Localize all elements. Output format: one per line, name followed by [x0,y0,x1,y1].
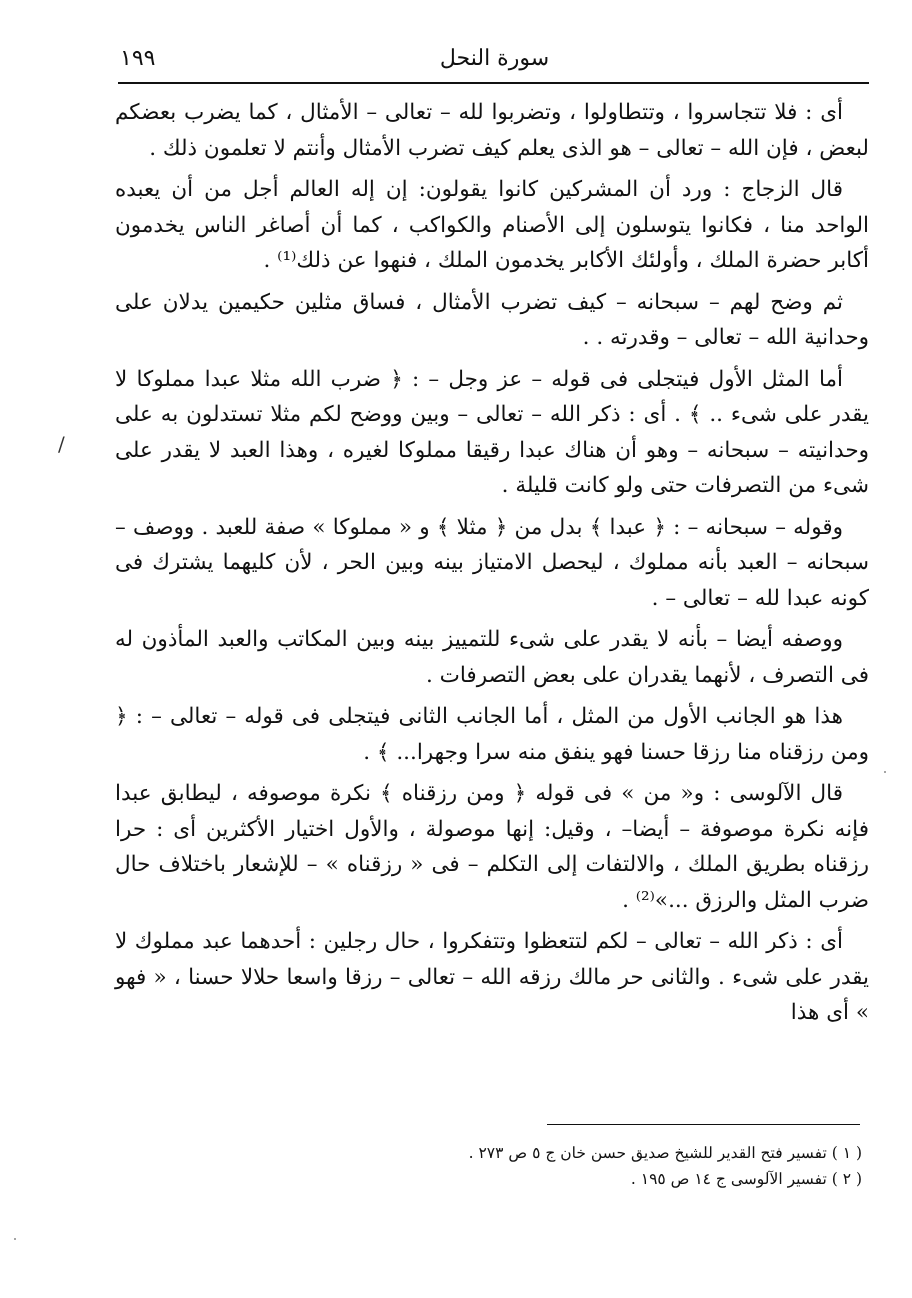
paragraph: هذا هو الجانب الأول من المثل ، أما الجانب الثانى فيتجلى فى قوله – تعالى – : ﴿ ومن رزقناه منا رزقا حسنا فهو ينفق منه سرا وجهرا... ﴾ . [115,704,869,765]
header-divider [118,82,869,84]
page-header [120,42,869,76]
paragraph: قال الآلوسى : و« من » فى قوله ﴿ ومن رزقناه ﴾ نكرة موصوفه ، ليطابق عبدا فإنه نكرة موصوفة – أيضا– ، وقيل: إنها موصولة ، والأول اختيار الأكثرين أى : حرا رزقناه بطريق الملك ، والالتفات إلى التكلم – فى « رزقناه » – للإشعار باختلاف حال ضرب المثل والرزق ...»⁽²⁾ . [115,781,869,913]
footnotes [300,1140,862,1192]
paragraph: ووصفه أيضا – بأنه لا يقدر على شىء للتمييز بينه وبين المكاتب والعبد المأذون له فى التصرف ، لأنهما يقدران على بعض التصرفات . [115,627,869,688]
scan-speck [884,771,886,773]
footnote-divider [547,1124,860,1125]
scan-speck [14,1238,16,1240]
body-text [115,95,869,1037]
page-number: ١٩٩ [120,46,156,71]
paragraph: أى : فلا تتجاسروا ، وتتطاولوا ، وتضربوا لله – تعالى – الأمثال ، كما يضرب بعضكم لبعض ، فإن الله – تعالى – هو الذى يعلم كيف تضرب الأمثال وأنتم لا تعلمون ذلك . [115,100,869,161]
surah-title: سورة النحل [439,46,550,71]
paragraph: وقوله – سبحانه – : ﴿ عبدا ﴾ بدل من ﴿ مثلا ﴾ و « مملوكا » صفة للعبد . ووصف – سبحانه – العبد بأنه مملوك ، ليحصل الامتياز بينه وبين الحر ، لأن كليهما يشترك فى كونه عبدا لله – تعالى – . [115,514,869,611]
margin-pen-mark: / [58,432,65,456]
paragraph: أما المثل الأول فيتجلى فى قوله – عز وجل – : ﴿ ضرب الله مثلا عبدا مملوكا لا يقدر على شىء .. ﴾ . أى : ذكر الله – تعالى – وبين ووضح لكم مثلا تستدلون به على وحدانيته – سبحانه – وهو أن هناك عبدا رقيقا مملوكا لغيره ، وهذا العبد لا يقدر على شىء من التصرفات حتى ولو كانت قليلة . [115,366,869,498]
paragraph: قال الزجاج : ورد أن المشركين كانوا يقولون: إن إله العالم أجل من أن يعبده الواحد منا ، فكانوا يتوسلون إلى الأصنام والكواكب ، كما أن أصاغر الناس يخدمون أكابر حضرة الملك ، وأولئك الأكابر يخدمون الملك ، فنهوا عن ذلك⁽¹⁾ . [115,177,869,273]
footnote-1: ( ١ ) تفسير فتح القدير للشيخ صديق حسن خان ج ٥ ص ٢٧٣ . [468,1144,862,1162]
footnote-2: ( ٢ ) تفسير الآلوسى ج ١٤ ص ١٩٥ . [630,1170,862,1188]
paragraph: ثم وضح لهم – سبحانه – كيف تضرب الأمثال ، فساق مثلين حكيمين يدلان على وحدانية الله – تعالى – وقدرته . . [115,289,869,350]
paragraph: أى : ذكر الله – تعالى – لكم لتتعظوا وتتفكروا ، حال رجلين : أحدهما عبد مملوك لا يقدر على شىء . والثانى حر مالك رزقه الله – تعالى – رزقا واسعا حلالا حسنا ، « فهو » أى هذا [115,929,869,1025]
